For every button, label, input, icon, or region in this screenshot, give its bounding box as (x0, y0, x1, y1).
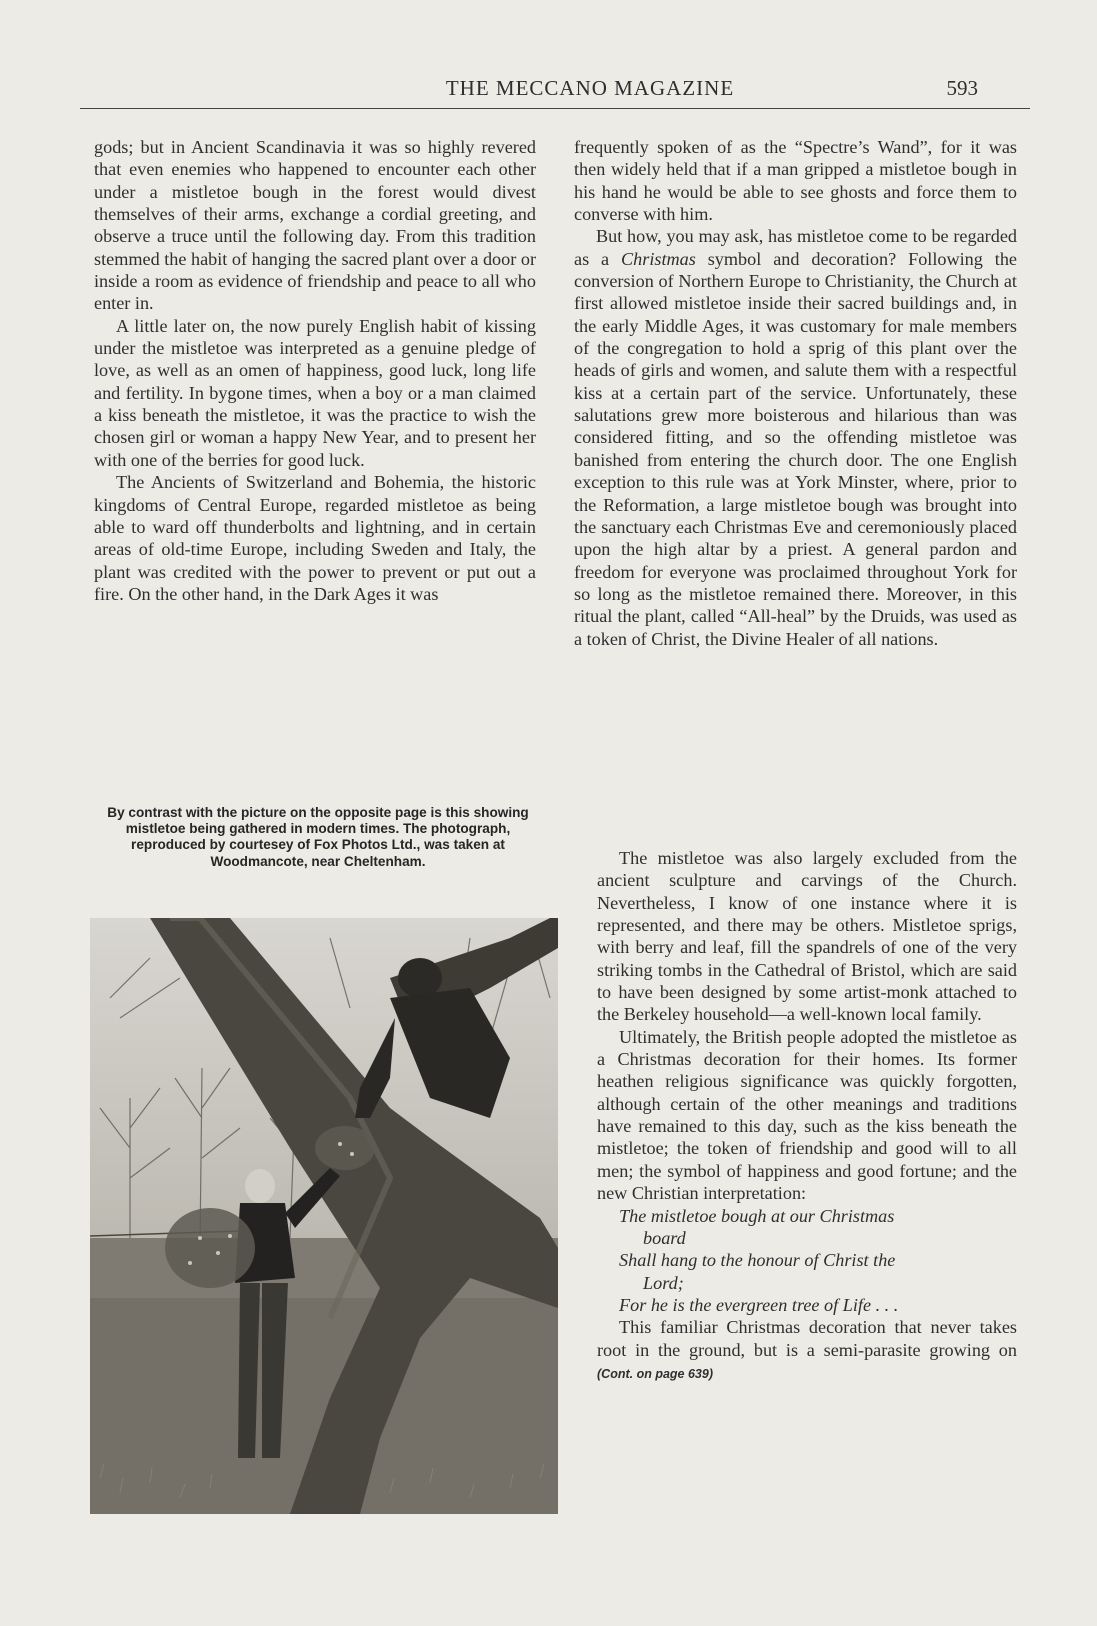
christmas-emphasis: Christmas (621, 248, 696, 269)
left-paragraph-2: A little later on, the now purely English habit of kissing under the mistletoe was interpreted as a genuine pledge of love, as well as an omen of happiness, good luck, long life and fertility. In bygone times, when a boy or a man claimed a kiss beneath the mistletoe, it was the practice to wish the chosen girl or woman a happy New Year, and to present her with one of the berries for good luck. (94, 315, 536, 470)
right-paragraph-4: Ultimately, the British people adopted the mistletoe as a Christmas decoration for their homes. Its former heathen religious significance was quickly forgotten, although certain of the other meanings and traditions have remained to this day, such as the kiss beneath the mistletoe; the token of friendship and good will to all men; the symbol of happiness and good fortune; and the new Christian interpretation: (597, 1026, 1017, 1204)
right-paragraph-3: The mistletoe was also largely excluded from the ancient sculpture and carvings of the Church. Nevertheless, I know of one instance where it is represented, and there may be others. Mistletoe sprigs, with berry and leaf, fill the spandrels of one of the very striking tombs in the Cathedral of Bristol, which are said to have been designed by some artist-monk attached to the Berkeley household—a well-known local family. (597, 848, 1017, 1025)
page-header (80, 76, 1030, 106)
header-rule (80, 108, 1030, 109)
photo-illustration (90, 918, 558, 1514)
poem-line: For he is the evergreen tree of Life . . . (619, 1294, 899, 1315)
right-paragraph-2-start: But how, you may ask, has mistletoe come to be regarded as a (574, 226, 1017, 269)
poem-line: board (643, 1227, 686, 1248)
right-paragraph-5 (597, 1316, 1017, 1385)
right-paragraph-5-text: This familiar Christmas decoration that never takes root in the ground, but is a semi-parasite growing on (597, 1317, 1017, 1360)
right-paragraph-2-rest: symbol and decoration? Following the conversion of Northern Europe to Christianity, the Church at first allowed mistletoe inside their sacred buildings and, in the early Middle Ages, it was customary for male members of the congregation to hold a sprig of this plant over the heads of girls and women, and salute them with a respectful kiss at a certain part of the service. Unfortunately, these salutations grew more boisterous and hilarious than was considered fitting, and so the offending mistletoe was banished from entering the church door. The one English exception to this rule was at York Minster, where, prior to the Reformation, a large mistletoe bough was brought into the sanctuary each Christmas Eve and ceremoniously placed upon the high altar by a priest. A general pardon and freedom for everyone was proclaimed throughout York for so long as the mistletoe remained there. Moreover, in this ritual the plant, called “All-heal” by the Druids, was used as a token of Christ, the Divine Healer of all nations. (574, 248, 1017, 649)
right-column-top (574, 136, 1017, 650)
poem-verse (619, 1205, 1017, 1317)
photo-caption: By contrast with the picture on the opposite page is this showing mistletoe being gathered in modern times. The photograph, reproduced by courtesey of Fox Photos Ltd., was taken at Woodmancote, near Cheltenham. (107, 805, 529, 869)
right-paragraph-1: frequently spoken of as the “Spectre’s Wand”, for it was then widely held that if a man gripped a mistletoe bough in his hand he would be able to see ghosts and force them to converse with him. (574, 137, 1017, 225)
left-paragraph-3: The Ancients of Switzerland and Bohemia, the historic kingdoms of Central Europe, regarded mistletoe as being able to ward off thunderbolts and lightning, and in certain areas of old-time Europe, including Sweden and Italy, the plant was credited with the power to prevent or put out a fire. On the other hand, in the Dark Ages it was (94, 472, 536, 604)
left-paragraph-1: gods; but in Ancient Scandinavia it was so highly revered that even enemies who happened to encounter each other under a mistletoe bough in the forest would divest themselves of their arms, exchange a cordial greeting, and observe a truce until the following day. From this tradition stemmed the habit of hanging the sacred plant over a door or inside a room as evidence of friendship and peace to all who enter in. (94, 137, 536, 314)
left-column (94, 136, 536, 605)
poem-line: Lord; (643, 1272, 684, 1293)
continued-reference[interactable]: (Cont. on page 639) (597, 1366, 713, 1381)
magazine-title: THE MECCANO MAGAZINE (445, 76, 735, 100)
right-column-bottom (597, 847, 1017, 1385)
poem-line: Shall hang to the honour of Christ the (619, 1250, 896, 1271)
page-number: 593 (946, 76, 978, 100)
right-paragraph-2 (574, 225, 1017, 650)
poem-line: The mistletoe bough at our Christmas (619, 1205, 895, 1226)
mistletoe-photograph (90, 918, 558, 1514)
